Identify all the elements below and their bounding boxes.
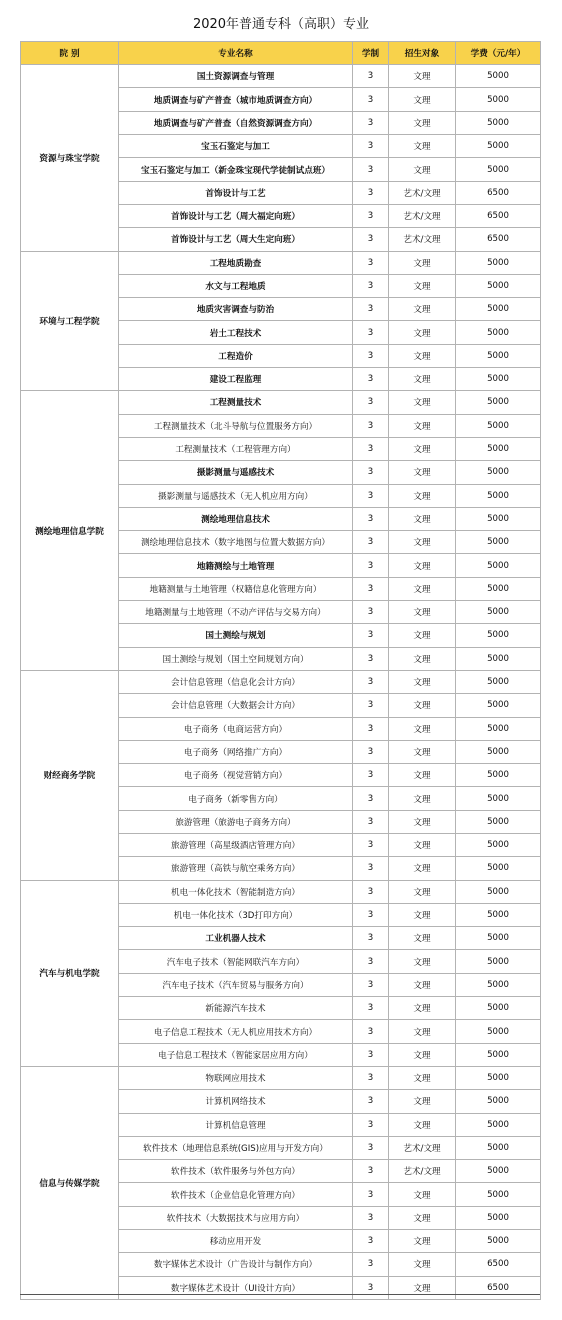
target-cell: 文理 [389, 694, 456, 717]
fee-cell: 5000 [456, 461, 541, 484]
major-cell: 工程造价 [119, 344, 353, 367]
major-cell: 计算机信息管理 [119, 1113, 353, 1136]
target-cell: 文理 [389, 368, 456, 391]
fee-cell: 5000 [456, 694, 541, 717]
years-cell: 3 [353, 880, 389, 903]
target-cell: 文理 [389, 414, 456, 437]
table-row [21, 65, 541, 88]
major-cell: 首饰设计与工艺（周大生定向班） [119, 228, 353, 251]
major-cell: 软件技术（地理信息系统(GIS)应用与开发方向） [119, 1136, 353, 1159]
years-cell: 3 [353, 135, 389, 158]
years-cell: 3 [353, 65, 389, 88]
years-cell: 3 [353, 88, 389, 111]
fee-cell: 5000 [456, 484, 541, 507]
years-cell: 3 [353, 181, 389, 204]
target-cell: 文理 [389, 344, 456, 367]
major-cell: 物联网应用技术 [119, 1066, 353, 1089]
major-cell: 电子商务（视觉营销方向） [119, 764, 353, 787]
college-cell: 财经商务学院 [21, 670, 119, 880]
fee-cell: 5000 [456, 158, 541, 181]
fee-cell: 5000 [456, 321, 541, 344]
years-cell: 3 [353, 833, 389, 856]
fee-cell: 5000 [456, 507, 541, 530]
fee-cell: 5000 [456, 764, 541, 787]
fee-cell: 5000 [456, 251, 541, 274]
major-cell: 首饰设计与工艺 [119, 181, 353, 204]
years-cell: 3 [353, 1136, 389, 1159]
major-cell: 摄影测量与遥感技术（无人机应用方向） [119, 484, 353, 507]
target-cell: 文理 [389, 484, 456, 507]
major-cell: 国土资源调查与管理 [119, 65, 353, 88]
years-cell: 3 [353, 507, 389, 530]
fee-cell: 5000 [456, 973, 541, 996]
years-cell: 3 [353, 927, 389, 950]
target-cell: 文理 [389, 1090, 456, 1113]
major-cell: 旅游管理（高铁与航空乘务方向） [119, 857, 353, 880]
college-cell: 资源与珠宝学院 [21, 65, 119, 251]
target-cell: 文理 [389, 298, 456, 321]
college-cell: 汽车与机电学院 [21, 880, 119, 1066]
target-cell: 文理 [389, 1276, 456, 1299]
fee-cell: 5000 [456, 787, 541, 810]
years-cell: 3 [353, 111, 389, 134]
target-cell: 文理 [389, 624, 456, 647]
major-cell: 电子信息工程技术（智能家居应用方向） [119, 1043, 353, 1066]
target-cell: 文理 [389, 880, 456, 903]
target-cell: 艺术/文理 [389, 1160, 456, 1183]
years-cell: 3 [353, 554, 389, 577]
years-cell: 3 [353, 601, 389, 624]
fee-cell: 5000 [456, 414, 541, 437]
fee-cell: 5000 [456, 1160, 541, 1183]
target-cell: 文理 [389, 251, 456, 274]
years-cell: 3 [353, 391, 389, 414]
target-cell: 文理 [389, 391, 456, 414]
major-cell: 电子商务（新零售方向） [119, 787, 353, 810]
fee-cell: 6500 [456, 181, 541, 204]
header-fee: 学费（元/年） [456, 42, 541, 65]
fee-cell: 5000 [456, 1066, 541, 1089]
page-title: 2020年普通专科（高职）专业 [192, 17, 370, 32]
fee-cell: 5000 [456, 298, 541, 321]
years-cell: 3 [353, 694, 389, 717]
target-cell: 艺术/文理 [389, 181, 456, 204]
fee-cell: 5000 [456, 135, 541, 158]
target-cell: 文理 [389, 577, 456, 600]
years-cell: 3 [353, 204, 389, 227]
target-cell: 文理 [389, 88, 456, 111]
major-cell: 摄影测量与遥感技术 [119, 461, 353, 484]
fee-cell: 5000 [456, 647, 541, 670]
target-cell: 文理 [389, 437, 456, 460]
years-cell: 3 [353, 857, 389, 880]
target-cell: 文理 [389, 927, 456, 950]
fee-cell: 5000 [456, 857, 541, 880]
years-cell: 3 [353, 1230, 389, 1253]
major-cell: 软件技术（大数据技术与应用方向） [119, 1206, 353, 1229]
years-cell: 3 [353, 1113, 389, 1136]
target-cell: 文理 [389, 1020, 456, 1043]
target-cell: 文理 [389, 461, 456, 484]
target-cell: 文理 [389, 507, 456, 530]
years-cell: 3 [353, 274, 389, 297]
major-cell: 宝玉石鉴定与加工（新金珠宝现代学徒制试点班） [119, 158, 353, 181]
fee-cell: 5000 [456, 274, 541, 297]
target-cell: 文理 [389, 274, 456, 297]
target-cell: 文理 [389, 647, 456, 670]
table-row [21, 670, 541, 693]
fee-cell: 5000 [456, 903, 541, 926]
target-cell: 文理 [389, 601, 456, 624]
fee-cell: 5000 [456, 1136, 541, 1159]
years-cell: 3 [353, 531, 389, 554]
fee-cell: 5000 [456, 670, 541, 693]
major-cell: 电子商务（网络推广方向） [119, 740, 353, 763]
major-cell: 工程测量技术（北斗导航与位置服务方向） [119, 414, 353, 437]
fee-cell: 5000 [456, 740, 541, 763]
years-cell: 3 [353, 437, 389, 460]
major-cell: 地籍测绘与土地管理 [119, 554, 353, 577]
target-cell: 文理 [389, 321, 456, 344]
header-target: 招生对象 [389, 42, 456, 65]
major-cell: 地质调查与矿产普查（城市地质调查方向） [119, 88, 353, 111]
years-cell: 3 [353, 158, 389, 181]
fee-cell: 5000 [456, 927, 541, 950]
target-cell: 文理 [389, 997, 456, 1020]
years-cell: 3 [353, 1020, 389, 1043]
fee-cell: 6500 [456, 204, 541, 227]
fee-cell: 5000 [456, 717, 541, 740]
major-cell: 测绘地理信息技术 [119, 507, 353, 530]
target-cell: 文理 [389, 973, 456, 996]
years-cell: 3 [353, 903, 389, 926]
major-cell: 旅游管理（旅游电子商务方向） [119, 810, 353, 833]
major-cell: 国土测绘与规划 [119, 624, 353, 647]
target-cell: 文理 [389, 670, 456, 693]
years-cell: 3 [353, 344, 389, 367]
fee-cell: 5000 [456, 577, 541, 600]
years-cell: 3 [353, 787, 389, 810]
header-college: 院 别 [21, 42, 119, 65]
fee-cell: 5000 [456, 344, 541, 367]
years-cell: 3 [353, 1043, 389, 1066]
fee-cell: 5000 [456, 997, 541, 1020]
major-cell: 汽车电子技术（智能网联汽车方向） [119, 950, 353, 973]
years-cell: 3 [353, 298, 389, 321]
target-cell: 文理 [389, 531, 456, 554]
major-cell: 工业机器人技术 [119, 927, 353, 950]
major-cell: 建设工程监理 [119, 368, 353, 391]
major-cell: 水文与工程地质 [119, 274, 353, 297]
years-cell: 3 [353, 764, 389, 787]
years-cell: 3 [353, 461, 389, 484]
years-cell: 3 [353, 997, 389, 1020]
years-cell: 3 [353, 484, 389, 507]
years-cell: 3 [353, 973, 389, 996]
years-cell: 3 [353, 228, 389, 251]
target-cell: 文理 [389, 135, 456, 158]
fee-cell: 5000 [456, 111, 541, 134]
major-cell: 电子信息工程技术（无人机应用技术方向） [119, 1020, 353, 1043]
target-cell: 文理 [389, 158, 456, 181]
years-cell: 3 [353, 1276, 389, 1299]
table-body [21, 65, 541, 1300]
fee-cell: 5000 [456, 437, 541, 460]
years-cell: 3 [353, 717, 389, 740]
years-cell: 3 [353, 1066, 389, 1089]
target-cell: 文理 [389, 1230, 456, 1253]
target-cell: 文理 [389, 1253, 456, 1276]
fee-cell: 5000 [456, 624, 541, 647]
fee-cell: 5000 [456, 880, 541, 903]
years-cell: 3 [353, 740, 389, 763]
target-cell: 文理 [389, 65, 456, 88]
major-cell: 测绘地理信息技术（数字地图与位置大数据方向） [119, 531, 353, 554]
header-major: 专业名称 [119, 42, 353, 65]
target-cell: 文理 [389, 833, 456, 856]
major-cell: 电子商务（电商运营方向） [119, 717, 353, 740]
major-cell: 首饰设计与工艺（周大福定向班） [119, 204, 353, 227]
target-cell: 艺术/文理 [389, 1136, 456, 1159]
target-cell: 文理 [389, 1066, 456, 1089]
major-cell: 地籍测量与土地管理（不动产评估与交易方向） [119, 601, 353, 624]
major-cell: 地籍测量与土地管理（权籍信息化管理方向） [119, 577, 353, 600]
majors-table-container [20, 41, 540, 1300]
table-row [21, 251, 541, 274]
target-cell: 文理 [389, 740, 456, 763]
fee-cell: 5000 [456, 1020, 541, 1043]
fee-cell: 6500 [456, 228, 541, 251]
years-cell: 3 [353, 251, 389, 274]
fee-cell: 5000 [456, 1230, 541, 1253]
target-cell: 文理 [389, 1183, 456, 1206]
years-cell: 3 [353, 414, 389, 437]
major-cell: 旅游管理（高星级酒店管理方向） [119, 833, 353, 856]
fee-cell: 5000 [456, 950, 541, 973]
target-cell: 文理 [389, 1113, 456, 1136]
target-cell: 文理 [389, 717, 456, 740]
years-cell: 3 [353, 810, 389, 833]
table-row [21, 391, 541, 414]
fee-cell: 5000 [456, 833, 541, 856]
major-cell: 数字媒体艺术设计（广告设计与制作方向） [119, 1253, 353, 1276]
fee-cell: 5000 [456, 65, 541, 88]
major-cell: 国土测绘与规划（国土空间规划方向） [119, 647, 353, 670]
target-cell: 文理 [389, 554, 456, 577]
major-cell: 会计信息管理（信息化会计方向） [119, 670, 353, 693]
target-cell: 艺术/文理 [389, 228, 456, 251]
major-cell: 移动应用开发 [119, 1230, 353, 1253]
fee-cell: 5000 [456, 531, 541, 554]
years-cell: 3 [353, 368, 389, 391]
fee-cell: 5000 [456, 1206, 541, 1229]
bottom-divider [20, 1294, 540, 1295]
table-header-row [21, 42, 541, 65]
fee-cell: 5000 [456, 368, 541, 391]
fee-cell: 6500 [456, 1253, 541, 1276]
years-cell: 3 [353, 647, 389, 670]
years-cell: 3 [353, 1090, 389, 1113]
major-cell: 地质灾害调查与防治 [119, 298, 353, 321]
fee-cell: 5000 [456, 88, 541, 111]
fee-cell: 5000 [456, 1043, 541, 1066]
header-years: 学制 [353, 42, 389, 65]
college-cell: 测绘地理信息学院 [21, 391, 119, 671]
target-cell: 文理 [389, 764, 456, 787]
fee-cell: 5000 [456, 601, 541, 624]
years-cell: 3 [353, 1160, 389, 1183]
years-cell: 3 [353, 950, 389, 973]
fee-cell: 5000 [456, 1183, 541, 1206]
major-cell: 工程测量技术（工程管理方向） [119, 437, 353, 460]
major-cell: 计算机网络技术 [119, 1090, 353, 1113]
years-cell: 3 [353, 1183, 389, 1206]
fee-cell: 5000 [456, 391, 541, 414]
major-cell: 宝玉石鉴定与加工 [119, 135, 353, 158]
target-cell: 文理 [389, 950, 456, 973]
target-cell: 文理 [389, 111, 456, 134]
years-cell: 3 [353, 624, 389, 647]
fee-cell: 5000 [456, 1090, 541, 1113]
fee-cell: 6500 [456, 1276, 541, 1299]
major-cell: 地质调查与矿产普查（自然资源调查方向） [119, 111, 353, 134]
fee-cell: 5000 [456, 1113, 541, 1136]
major-cell: 机电一体化技术（智能制造方向） [119, 880, 353, 903]
target-cell: 文理 [389, 1043, 456, 1066]
years-cell: 3 [353, 1253, 389, 1276]
years-cell: 3 [353, 1206, 389, 1229]
college-cell: 信息与传媒学院 [21, 1066, 119, 1299]
fee-cell: 5000 [456, 810, 541, 833]
major-cell: 软件技术（企业信息化管理方向） [119, 1183, 353, 1206]
major-cell: 机电一体化技术（3D打印方向） [119, 903, 353, 926]
years-cell: 3 [353, 577, 389, 600]
major-cell: 新能源汽车技术 [119, 997, 353, 1020]
major-cell: 软件技术（软件服务与外包方向） [119, 1160, 353, 1183]
major-cell: 汽车电子技术（汽车贸易与服务方向） [119, 973, 353, 996]
table-row [21, 1066, 541, 1089]
target-cell: 文理 [389, 857, 456, 880]
years-cell: 3 [353, 670, 389, 693]
major-cell: 会计信息管理（大数据会计方向） [119, 694, 353, 717]
college-cell: 环境与工程学院 [21, 251, 119, 391]
target-cell: 文理 [389, 1206, 456, 1229]
fee-cell: 5000 [456, 554, 541, 577]
major-cell: 数字媒体艺术设计（UI设计方向） [119, 1276, 353, 1299]
target-cell: 艺术/文理 [389, 204, 456, 227]
target-cell: 文理 [389, 787, 456, 810]
target-cell: 文理 [389, 810, 456, 833]
major-cell: 工程地质勘查 [119, 251, 353, 274]
years-cell: 3 [353, 321, 389, 344]
target-cell: 文理 [389, 903, 456, 926]
table-row [21, 880, 541, 903]
major-cell: 岩土工程技术 [119, 321, 353, 344]
major-cell: 工程测量技术 [119, 391, 353, 414]
majors-table [20, 41, 541, 1300]
